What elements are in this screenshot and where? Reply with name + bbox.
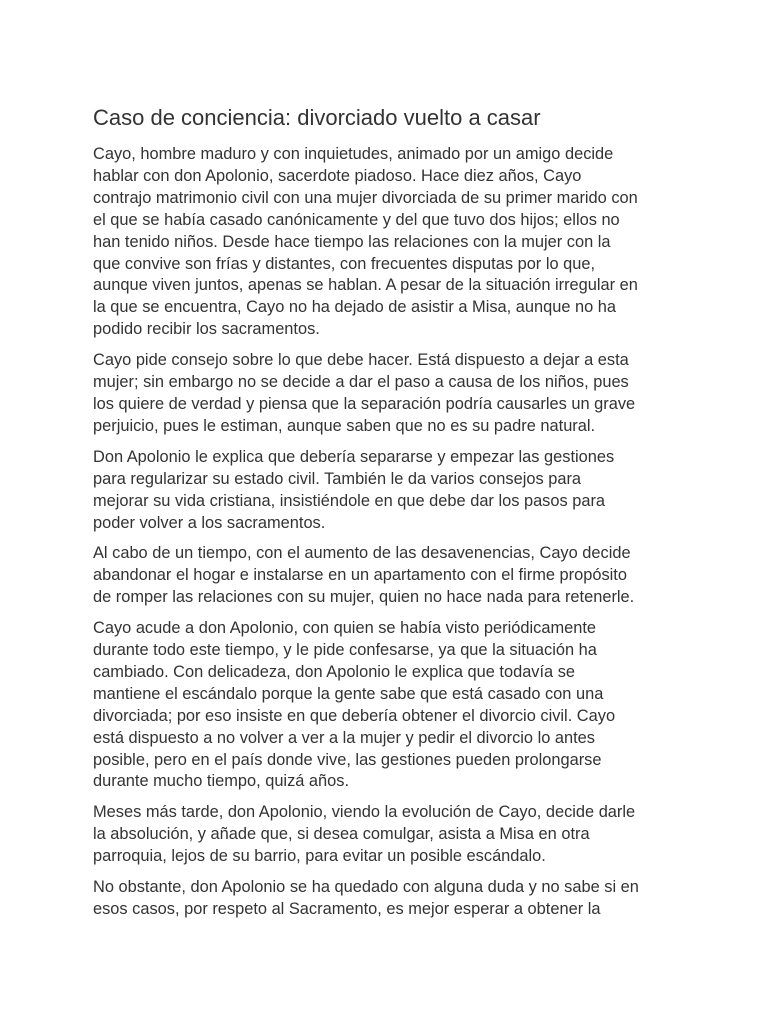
text-line: aunque viven juntos, apenas se hablan. A pesar de la situación irregular en (93, 276, 638, 295)
text-line: mantiene el escándalo porque la gente sabe que está casado con una (93, 684, 604, 703)
text-line: mejorar su vida cristiana, insistiéndole en que debe dar los pasos para (93, 491, 606, 510)
text-line: está dispuesto a no volver a ver a la mujer y pedir el divorcio lo antes (93, 728, 595, 747)
paragraph (93, 144, 683, 341)
text-line: Cayo acude a don Apolonio, con quien se había visto periódicamente (93, 619, 596, 638)
paragraph (93, 877, 683, 921)
text-line: la absolución, y añade que, si desea comulgar, asista a Misa en otra (93, 825, 590, 844)
text-line: No obstante, don Apolonio se ha quedado con alguna duda y no sabe si en (93, 878, 639, 897)
paragraph (93, 802, 683, 868)
document-page (93, 104, 683, 930)
text-line: para regularizar su estado civil. También le da varios consejos para (93, 469, 582, 488)
text-line: esos casos, por respeto al Sacramento, es mejor esperar a obtener la (93, 900, 601, 918)
text-line: poder volver a los sacramentos. (93, 513, 326, 532)
paragraph (93, 618, 683, 793)
text-line: el que se había casado canónicamente y del que tuvo dos hijos; ellos no (93, 210, 620, 229)
text-line: Don Apolonio le explica que debería separarse y empezar las gestiones (93, 447, 615, 466)
text-line: han tenido niños. Desde hace tiempo las relaciones con la mujer con la (93, 232, 611, 251)
document-body (93, 144, 683, 921)
text-line: durante mucho tiempo, quizá años. (93, 772, 350, 791)
paragraph (93, 447, 683, 535)
text-line: Al cabo de un tiempo, con el aumento de las desavenencias, Cayo decide (93, 544, 631, 563)
text-line: Cayo, hombre maduro y con inquietudes, animado por un amigo decide (93, 145, 614, 163)
paragraph (93, 350, 683, 438)
text-line: mujer; sin embargo no se decide a dar el paso a causa de los niños, pues (93, 373, 629, 392)
text-line: abandonar el hogar e instalarse en un apartamento con el firme propósito (93, 566, 627, 585)
text-line: que convive son frías y distantes, con frecuentes disputas por lo que, (93, 254, 596, 273)
text-line: contrajo matrimonio civil con una mujer divorciada de su primer marido con (93, 188, 638, 207)
text-line: durante todo este tiempo, y le pide confesarse, ya que la situación ha (93, 641, 597, 660)
text-line: divorciada; por eso insiste en que debería obtener el divorcio civil. Cayo (93, 706, 616, 725)
text-line: perjuicio, pues le estiman, aunque saben que no es su padre natural. (93, 416, 596, 435)
text-line: cambiado. Con delicadeza, don Apolonio le explica que todavía se (93, 662, 576, 681)
text-line: posible, pero en el país donde vive, las gestiones pueden prolongarse (93, 750, 602, 769)
text-line: hablar con don Apolonio, sacerdote piadoso. Hace diez años, Cayo (93, 166, 582, 185)
text-line: podido recibir los sacramentos. (93, 320, 320, 339)
paragraph (93, 543, 683, 609)
text-line: Cayo pide consejo sobre lo que debe hacer. Está dispuesto a dejar a esta (93, 351, 629, 370)
document-title: Caso de conciencia: divorciado vuelto a casar (93, 105, 541, 130)
text-line: de romper las relaciones con su mujer, quien no hace nada para retenerle. (93, 588, 635, 607)
text-line: la que se encuentra, Cayo no ha dejado de asistir a Misa, aunque no ha (93, 298, 617, 317)
text-line: los quiere de verdad y piensa que la separación podría causarles un grave (93, 394, 636, 413)
text-line: Meses más tarde, don Apolonio, viendo la evolución de Cayo, decide darle (93, 803, 636, 822)
text-line: parroquia, lejos de su barrio, para evitar un posible escándalo. (93, 847, 546, 866)
